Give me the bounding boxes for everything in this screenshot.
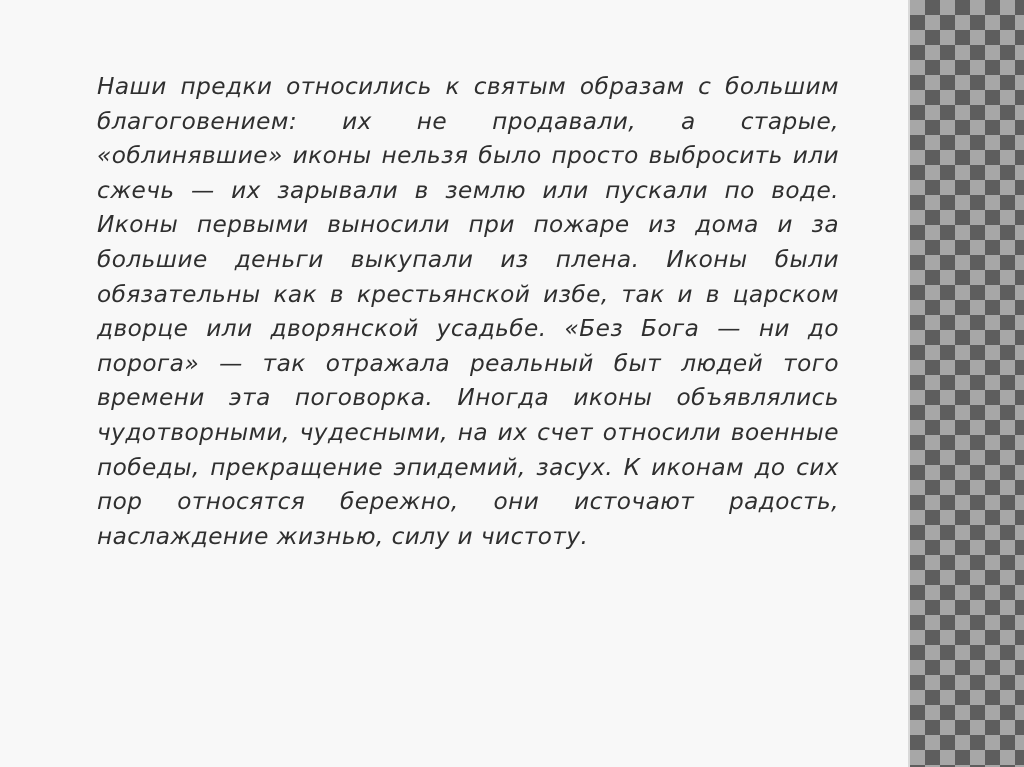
- decorative-side-pattern: [908, 0, 1024, 767]
- slide-paragraph: Наши предки относились к святым образам с большим благоговением: их не продавали, а старые, «облинявшие» иконы нельзя было просто выбросить или сжечь — их зарывали в землю или пускали по воде. Иконы первыми выносили при пожаре из дома и за большие деньги выкупали из плена. Иконы были обязательны как в крестьянской избе, так и в царском дворце или дворянской усадьбе. «Без Бога — ни до порога» — так отражала реальный быт людей того времени эта поговорка. Иногда иконы объявлялись чудотворными, чудесными, на их счет относили военные победы, прекращение эпидемий, засух. К иконам до сих пор относятся бережно, они источают радость, наслаждение жизнью, силу и чистоту.: [97, 73, 839, 550]
